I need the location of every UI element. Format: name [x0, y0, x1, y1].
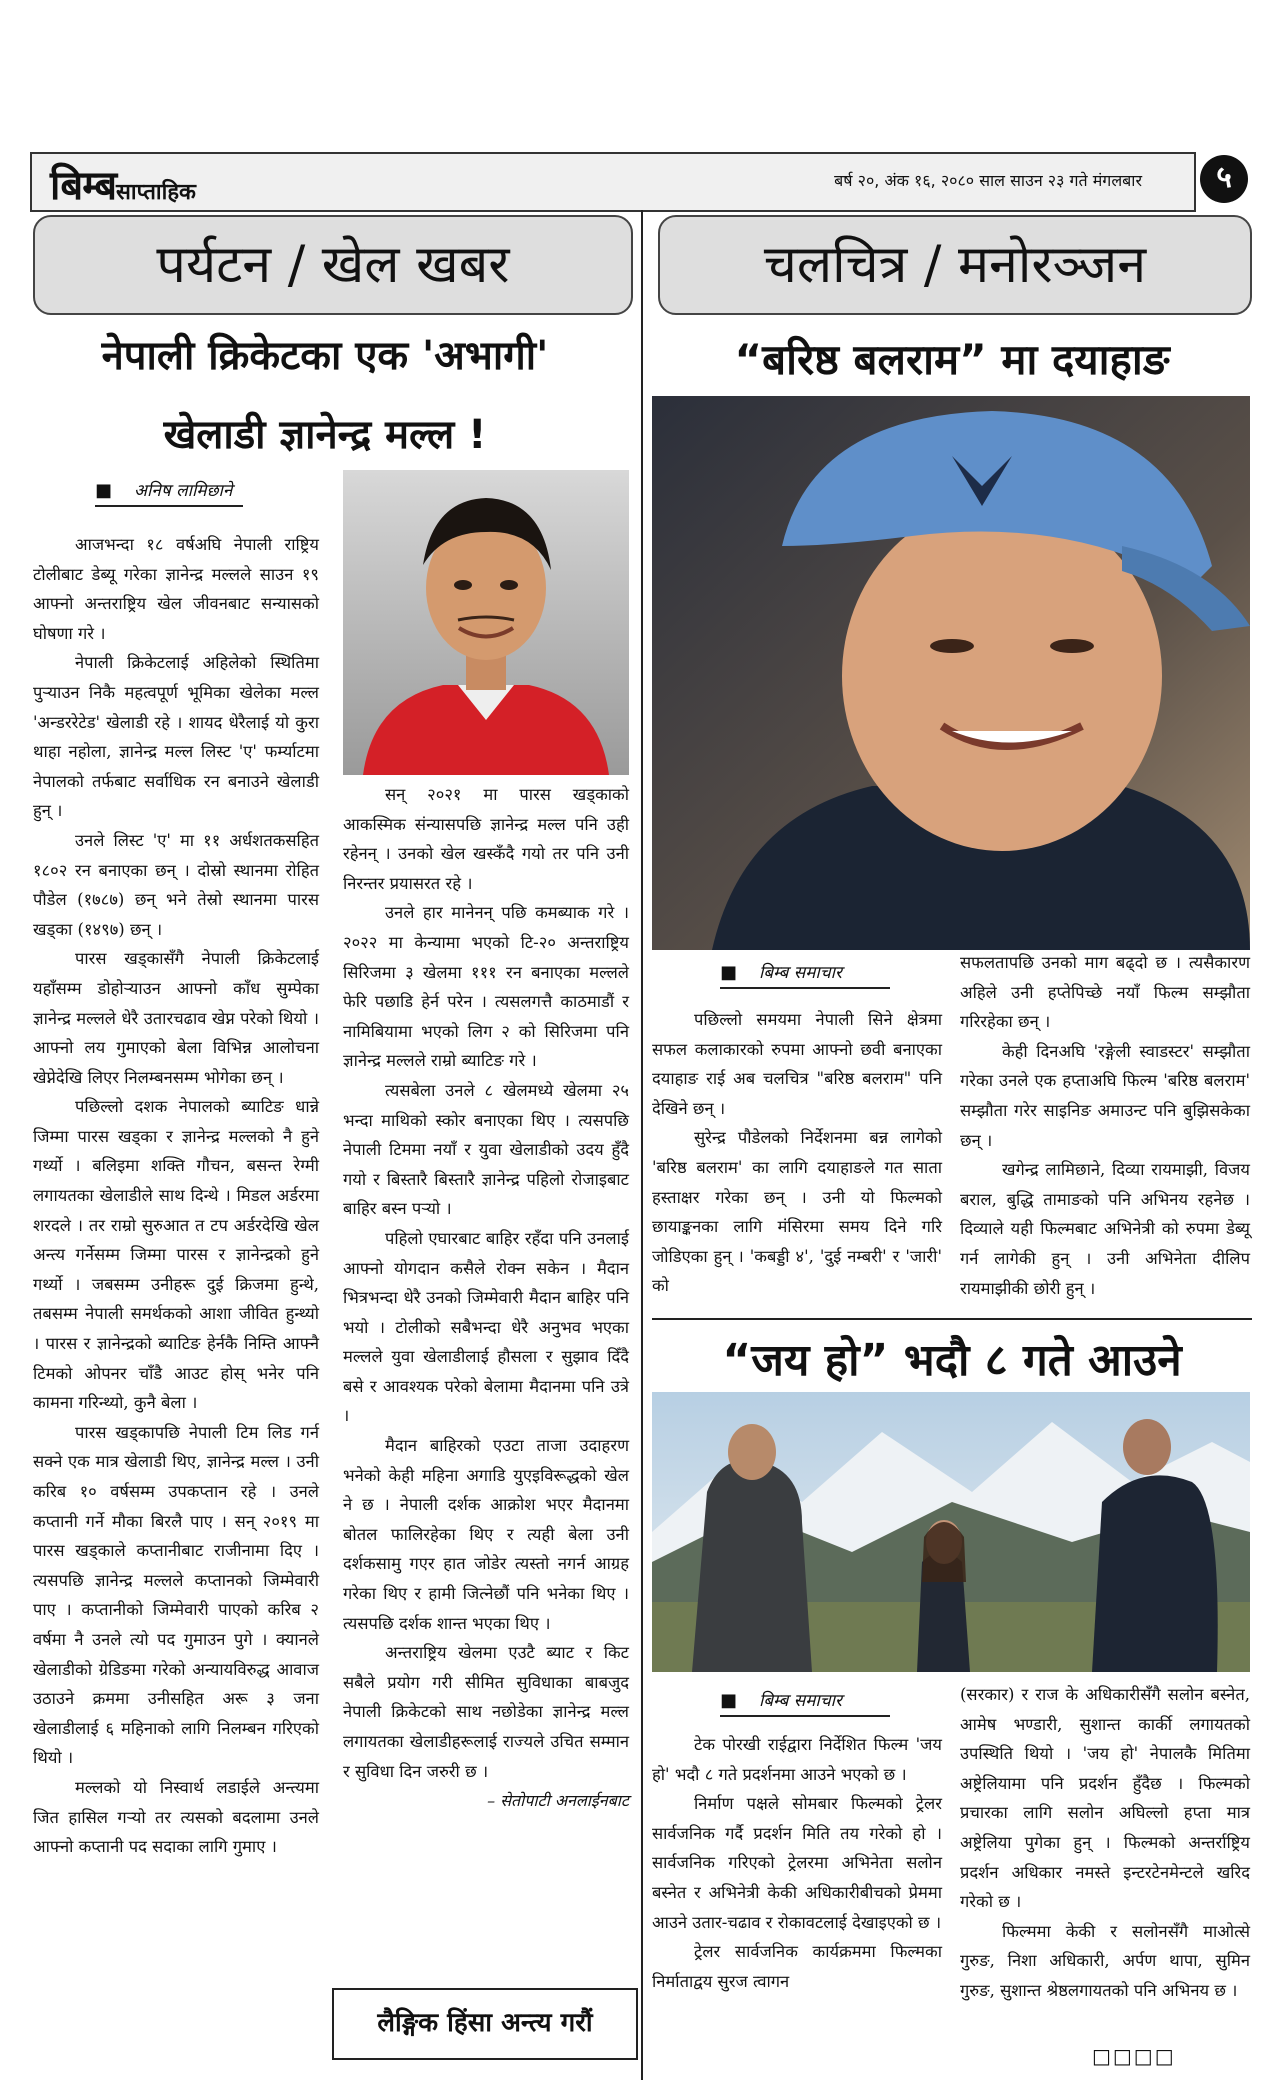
paragraph: पारस खड्कापछि नेपाली टिम लिड गर्न सक्ने एक मात्र खेलाडी थिए, ज्ञानेन्द्र मल्ल । उनी करिब १० वर्षसम्म उपकप्तान रहे । उनले कप्तानी गर्ने मौका बिरलै पाए । सन् २०१९ मा पारस खड्काले कप्तानीबाट राजीनामा दिए । त्यसपछि ज्ञानेन्द्र मल्लले कप्तानको जिम्मेवारी पाए । कप्तानीको जिम्मेवारी पाएको करिब २ वर्षमा नै उनले त्यो पद गुमाउन पुगे । क्यानले खेलाडीको ग्रेडिङमा गरेको अन्यायविरुद्ध आवाज उठाउने क्रममा उनीसहित अरू ३ जना खेलाडीलाई ६ महिनाको लागि निलम्बन गरिएको थियो ।	[33, 1422, 319, 1768]
byline-rule	[720, 1715, 890, 1717]
cricket-column-2	[343, 780, 629, 1816]
film1-headline: “बरिष्ठ बलराम” मा दयाहाङ	[734, 335, 1170, 384]
byline-rule	[95, 505, 243, 507]
film1-column-1	[652, 1005, 942, 1301]
paragraph: मैदान बाहिरको एउटा ताजा उदाहरण भनेको केही महिना अगाडि युएइविरूद्धको खेल ने छ । नेपाली दर्शक आक्रोश भएर मैदानमा बोतल फालिरहेका थिए र त्यही बेला उनी दर्शकसामु गएर हात जोडेर त्यस्तो नगर्न आग्रह गरेका थिए र हामी जित्नेछौं पनि भनेका थिए । त्यसपछि दर्शक शान्त भएका थिए ।	[343, 1436, 629, 1633]
paragraph: पहिलो एघारबाट बाहिर रहँदा पनि उनलाई आफ्नो योगदान कसैले रोक्न सकेन । मैदान भित्रभन्दा धेरै उनको जिम्मेवारी मैदान बाहिर पनि भयो । टोलीको सबैभन्दा धेरै अनुभव भएका मल्लले युवा खेलाडीलाई हौसला र सुझाव दिँदै बसे र आवश्यक परेको बेलामा मैदानमा पनि उत्रे ।	[343, 1228, 629, 1426]
paragraph: निर्माण पक्षले सोमबार फिल्मको ट्रेलर सार्वजनिक गर्दै प्रदर्शन मिति तय गरेको हो । सार्वजनिक गरिएको ट्रेलरमा अभिनेता सलोन बस्नेत र अभिनेत्री केकी अधिकारीबीचको प्रेममा आउने उतार-चढाव र रोकावटलाई देखाइएको छ ।	[652, 1794, 942, 1932]
story-divider	[652, 1318, 1252, 1320]
paragraph: सुरेन्द्र पौडेलको निर्देशनमा बन्न लागेको 'बरिष्ठ बलराम' का लागि दयाहाङले गत साता हस्ताक्षर गरेका छन् । उनी यो फिल्मको छायाङ्कनका लागि मंसिरमा समय दिने गरि जोडिएका हुन् । 'कबड्डी ४', 'दुई नम्बरी' र 'जारी' को	[652, 1128, 942, 1296]
issue-line: बर्ष २०, अंक १६, २०८० साल साउन २३ गते मंगलबार	[834, 171, 1142, 190]
film1-byline: ■ बिम्ब समाचार	[720, 960, 842, 983]
source-credit: – सेतोपाटी अनलाईनबाट	[487, 1791, 629, 1811]
brand-name: बिम्ब	[50, 163, 117, 209]
paragraph: आजभन्दा १८ वर्षअघि नेपाली राष्ट्रिय टोलीबाट डेब्यू गरेका ज्ञानेन्द्र मल्लले साउन १९ आफ्नो अन्तराष्ट्रिय खेल जीवनबाट सन्यासको घोषणा गरे ।	[33, 535, 319, 643]
cricketer-portrait	[343, 470, 629, 775]
paragraph: त्यसबेला उनले ८ खेलमध्ये खेलमा २५ भन्दा माथिको स्कोर बनाएका थिए । त्यसपछि नेपाली टिममा नयाँ र युवा खेलाडीको उदय हुँदै गयो र बिस्तारै बिस्तारै ज्ञानेन्द्र पहिलो रोजाइबाट बाहिर बस्न पऱ्यो ।	[343, 1080, 629, 1219]
paragraph: सफलतापछि उनको माग बढ्दो छ । त्यसैकारण अहिले उनी हप्तेपिच्छे नयाँ फिल्म सम्झौता गरिरहेका छन् ।	[960, 953, 1250, 1032]
film2-column-1	[652, 1730, 942, 1996]
brand-subtitle: साप्ताहिक	[116, 180, 196, 205]
paragraph: मल्लको यो निस्वार्थ लडाईले अन्त्यमा जित हासिल गऱ्यो तर त्यसको बदलामा उनले आफ्नो कप्तानी पद सदाका लागि गुमाए ।	[33, 1777, 319, 1857]
paragraph: पारस खड्कासँगै नेपाली क्रिकेटलाई यहाँसम्म डोहोऱ्याउन आफ्नो काँध सुम्पेका ज्ञानेन्द्र मल्लले धेरै उतारचढाव खेप्न परेको थियो । आफ्नो लय गुमाएको बेला विभिन्न आलोचना खेप्नेदेखि लिएर निलम्बनसम्म भोगेका छन् ।	[33, 949, 319, 1087]
cricket-byline: ■ अनिष लामिछाने	[95, 478, 232, 501]
section-film-entertainment: चलचित्र / मनोरञ्जन	[658, 215, 1252, 315]
actor-in-cap-photo	[652, 396, 1250, 950]
film2-byline: ■ बिम्ब समाचार	[720, 1688, 842, 1711]
paragraph: पछिल्लो समयमा नेपाली सिने क्षेत्रमा सफल कलाकारको रुपमा आफ्नो छवी बनाएका दयाहाङ राई अब चलचित्र "बरिष्ठ बलराम" पनि देखिने छन् ।	[652, 1010, 942, 1118]
paragraph: टेक पोरखी राईद्वारा निर्देशित फिल्म 'जय हो' भदौ ८ गते प्रदर्शनमा आउने भएको छ ।	[652, 1735, 942, 1784]
cricket-column-1	[33, 530, 319, 1862]
paragraph: केही दिनअघि 'रङ्गेली स्वाडस्टर' सम्झौता गरेका उनले एक हप्ताअघि फिल्म 'बरिष्ठ बलराम' सम्झौता गरेर साइनिङ अमाउन्ट पनि बुझिसकेका छन् ।	[960, 1041, 1250, 1150]
cricket-headline-2: खेलाडी ज्ञानेन्द्र मल्ल !	[163, 412, 487, 458]
masthead	[30, 152, 1196, 212]
paragraph: सन् २०२१ मा पारस खड्काको आकस्मिक संन्यासपछि ज्ञानेन्द्र मल्ल पनि उही रहेनन् । उनको खेल खस्कँदै गयो तर पनि उनी निरन्तर प्रयासरत रहे ।	[343, 785, 629, 893]
paragraph: उनले लिस्ट 'ए' मा ११ अर्धशतकसहित १८०२ रन बनाएका छन् । दोस्रो स्थानमा रोहित पौडेल (१७८७) छन् भने तेस्रो स्थानमा पारस खड्का (१४९७) छन् ।	[33, 830, 319, 939]
film2-headline: “जय हो” भदौ ८ गते आउने	[722, 1335, 1182, 1386]
paragraph: (सरकार) र राज के अधिकारीसँगै सलोन बस्नेत, आमेष भण्डारी, सुशान्त कार्की लगायतको उपस्थिति थियो । 'जय हो' नेपालकै मितिमा अष्ट्रेलियामा पनि प्रदर्शन हुँदैछ । फिल्मको प्रचारका लागि सलोन अघिल्लो हप्ता मात्र अष्ट्रेलिया पुगेका हुन् । फिल्मको अन्तर्राष्ट्रिय प्रदर्शन अधिकार नमस्ते इन्टरटेनमेन्टले खरिद गरेको छ ।	[960, 1685, 1250, 1912]
cricket-headline-1: नेपाली क्रिकेटका एक 'अभागी'	[101, 333, 549, 379]
paragraph: अन्तराष्ट्रिय खेलमा एउटै ब्याट र किट सबैले प्रयोग गरी सीमित सुविधाका बाबजुद नेपाली क्रिकेटको साथ नछोडेका ज्ञानेन्द्र मल्ल लगायतका खेलाडीहरूलाई राज्यले उचित सम्मान र सुविधा दिन जरुरी छ ।	[343, 1643, 629, 1781]
column-divider	[641, 210, 643, 2080]
paragraph: फिल्ममा केकी र सलोनसँगै माओत्से गुरुङ, निशा अधिकारी, अर्पण थापा, सुमिन गुरुङ, सुशान्त श्रेष्ठलगायतको पनि अभिनय छ ।	[960, 1921, 1250, 2000]
film2-column-2	[960, 1680, 1250, 2006]
section-tourism-sports: पर्यटन / खेल खबर	[33, 215, 633, 315]
page-number: ५	[1200, 155, 1248, 203]
paragraph: ट्रेलर सार्वजनिक कार्यक्रममा फिल्मका निर्माताद्वय सुरज त्वागन	[652, 1942, 942, 1991]
end-marks: □□□□	[1092, 2044, 1176, 2068]
byline-rule	[720, 987, 890, 989]
film-still-mountains	[652, 1392, 1250, 1672]
film1-column-2	[960, 948, 1250, 1303]
paragraph: पछिल्लो दशक नेपालको ब्याटिङ धान्ने जिम्मा पारस खड्का र ज्ञानेन्द्र मल्लको नै हुने गर्थ्यो । बलिइमा शक्ति गौचन, बसन्त रेग्मी लगायतका खेलाडीले साथ दिन्थे । मिडल अर्डरमा शरदले । तर राम्रो सुरुआत त टप अर्डरदेखि खेल अन्त्य गर्नेसम्म जिम्मा पारस र ज्ञानेन्द्रको हुने गर्थ्यो । जबसम्म उनीहरू दुई क्रिजमा हुन्थे, तबसम्म नेपाली समर्थकको आशा जीवित हुन्थ्यो । पारस र ज्ञानेन्द्रको ब्याटिङ हेर्नकै निम्ति आफ्नै टिमको ओपनर चाँडै आउट होस् भनेर पनि कामना गरिन्थ्यो, कुनै बेला ।	[33, 1097, 319, 1413]
paragraph: नेपाली क्रिकेटलाई अहिलेको स्थितिमा पुऱ्याउन निकै महत्वपूर्ण भूमिका खेलेका मल्ल 'अन्डररेटेड' खेलाडी रहे । शायद धेरैलाई यो कुरा थाहा नहोला, ज्ञानेन्द्र मल्ल लिस्ट 'ए' फर्म्याटमा नेपालको तर्फबाट सर्वाधिक रन बनाउने खेलाडी हुन् ।	[33, 653, 319, 821]
paragraph: उनले हार मानेनन् पछि कमब्याक गरे । २०२२ मा केन्यामा भएको टि-२० अन्तराष्ट्रिय सिरिजमा ३ खेलमा १११ रन बनाएका मल्लले फेरि पछाडि हेर्न परेन । त्यसलगत्तै काठमाडौं र नामिबियामा भएको लिग २ को सिरिजमा पनि ज्ञानेन्द्र मल्लले राम्रो ब्याटिङ गरे ।	[343, 903, 629, 1071]
paragraph: खगेन्द्र लामिछाने, दिव्या रायमाझी, विजय बराल, बुद्धि तामाङको पनि अभिनय रहनेछ । दिव्याले यही फिल्मबाट अभिनेत्री को रुपमा डेब्यू गर्न लागेकी हुन् । उनी अभिनेता दीलिप रायमाझीकी छोरी हुन् ।	[960, 1160, 1250, 1298]
brand-logo	[50, 156, 196, 211]
campaign-box: लैङ्गिक हिंसा अन्त्य गरौं	[332, 1988, 638, 2060]
